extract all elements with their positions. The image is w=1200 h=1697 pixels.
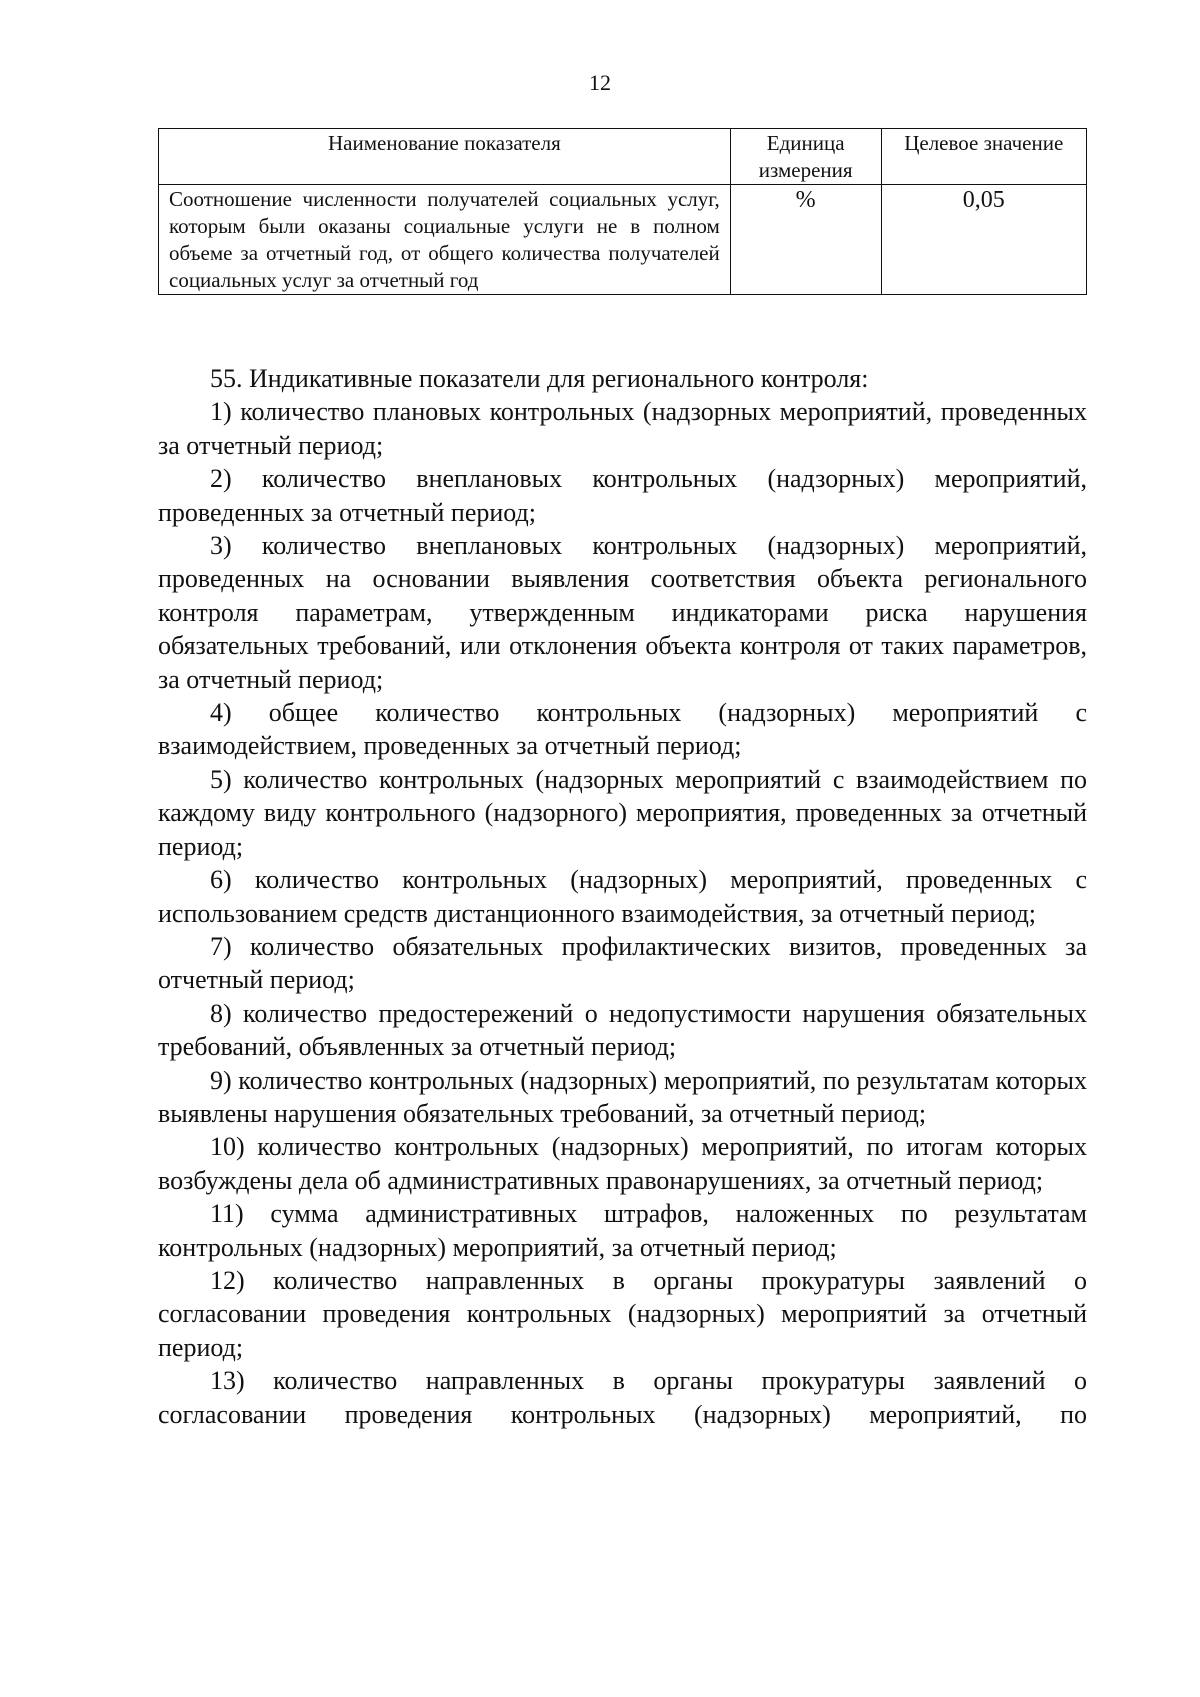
list-item-10: 10) количество контрольных (надзорных) мероприятий, по итогам которых возбуждены дела об административных правонарушениях, за отчетный период; <box>158 1132 1087 1195</box>
list-item-8: 8) количество предостережений о недопустимости нарушения обязательных требований, объявленных за отчетный период; <box>158 998 1087 1062</box>
list-item-5: 5) количество контрольных (надзорных мероприятий с взаимодействием по каждому виду контрольного (надзорного) мероприятия, проведенных за отчетный период; <box>158 764 1087 861</box>
list-item-7: 7) количество обязательных профилактических визитов, проведенных за отчетный период; <box>158 931 1087 995</box>
list-item-3: 3) количество внеплановых контрольных (надзорных) мероприятий, проведенных на основании выявления соответствия объекта регионального контроля параметрам, утвержденным индикаторами риска нарушения обязательных требований, или отклонения объекта контроля от таких параметров, за отчетный период; <box>158 531 1087 694</box>
document-body <box>158 362 1087 1431</box>
list-item-13: 13) количество направленных в органы прокуратуры заявлений о согласовании проведения контрольных (надзорных) мероприятий, по <box>158 1366 1087 1429</box>
header-target-value: Целевое значение <box>881 129 1086 185</box>
unit-cell: % <box>730 185 881 295</box>
header-unit: Единица измерения <box>730 129 881 185</box>
target-value-cell: 0,05 <box>881 185 1086 295</box>
list-item-12: 12) количество направленных в органы прокуратуры заявлений о согласовании проведения контрольных (надзорных) мероприятий за отчетный период; <box>158 1265 1087 1362</box>
section-heading: 55. Индикативные показатели для регионального контроля: <box>210 364 869 393</box>
indicator-name-cell: Соотношение численности получателей социальных услуг, которым были оказаны социальные услуги не в полном объеме за отчетный год, от общего количества получателей социальных услуг за отчетный год <box>159 185 731 295</box>
list-item-6: 6) количество контрольных (надзорных) мероприятий, проведенных с использованием средств дистанционного взаимодействия, за отчетный период; <box>158 865 1087 928</box>
header-indicator-name: Наименование показателя <box>159 129 731 185</box>
page-number: 12 <box>589 70 611 95</box>
list-item-9: 9) количество контрольных (надзорных) мероприятий, по результатам которых выявлены нарушения обязательных требований, за отчетный период; <box>158 1065 1087 1128</box>
list-item-2: 2) количество внеплановых контрольных (надзорных) мероприятий, проведенных за отчетный период; <box>158 464 1087 527</box>
list-item-4: 4) общее количество контрольных (надзорных) мероприятий с взаимодействием, проведенных за отчетный период; <box>158 698 1087 761</box>
table-row <box>159 185 1087 295</box>
table-header-row <box>159 129 1087 185</box>
list-item-1: 1) количество плановых контрольных (надзорных мероприятий, проведенных за отчетный период; <box>158 397 1087 460</box>
list-item-11: 11) сумма административных штрафов, наложенных по результатам контрольных (надзорных) мероприятий, за отчетный период; <box>158 1199 1087 1262</box>
indicator-table <box>158 128 1087 295</box>
